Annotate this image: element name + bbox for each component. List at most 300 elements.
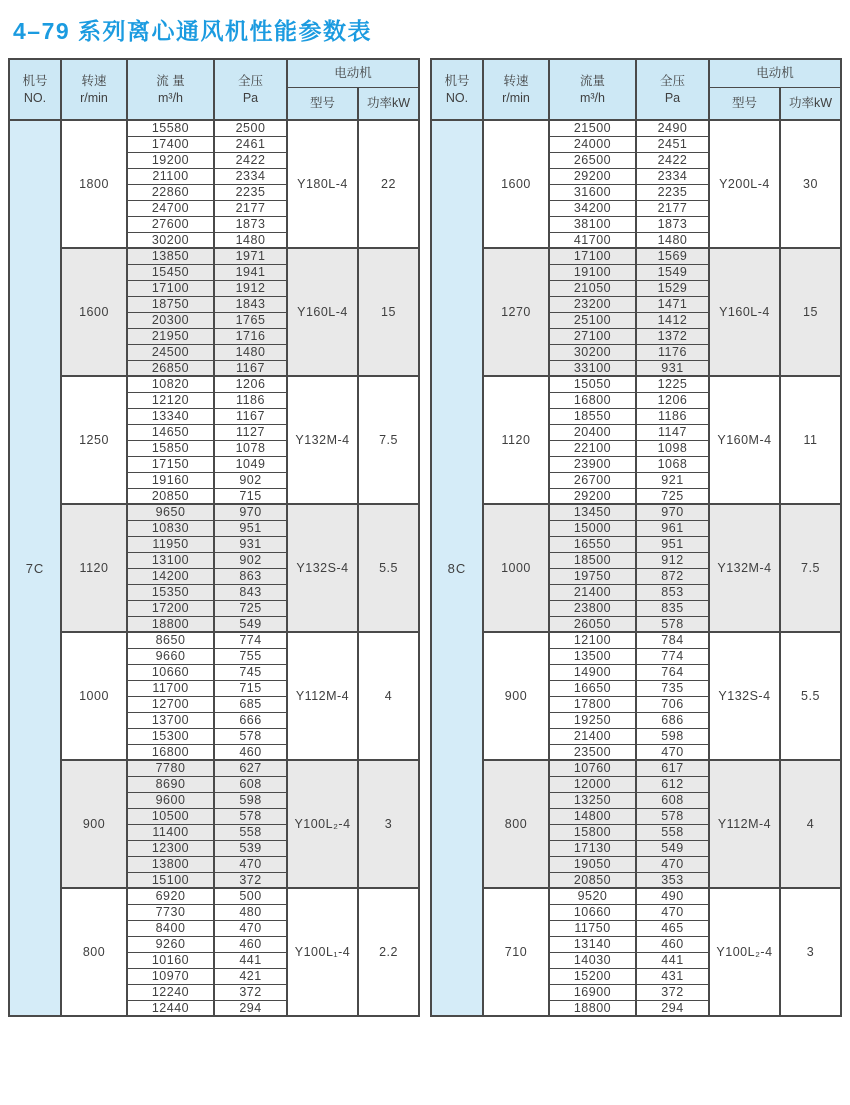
pressure-value-cell: 1480 bbox=[214, 344, 287, 360]
fan-no-cell: 7C bbox=[9, 120, 61, 1016]
pressure-value-cell: 951 bbox=[636, 536, 709, 552]
flow-value-cell: 15300 bbox=[127, 728, 214, 744]
flow-value-cell: 7730 bbox=[127, 904, 214, 920]
pressure-value-cell: 441 bbox=[636, 952, 709, 968]
pressure-value-cell: 1912 bbox=[214, 280, 287, 296]
header-fan-no-label: 机号 bbox=[22, 74, 48, 89]
pressure-value-cell: 1127 bbox=[214, 424, 287, 440]
pressure-value-cell: 470 bbox=[636, 904, 709, 920]
flow-value-cell: 16800 bbox=[549, 392, 636, 408]
flow-value-cell: 12700 bbox=[127, 696, 214, 712]
flow-value-cell: 15200 bbox=[549, 968, 636, 984]
header-pressure-label: 全压 bbox=[237, 74, 263, 89]
flow-value-cell: 11700 bbox=[127, 680, 214, 696]
pressure-value-cell: 1480 bbox=[636, 232, 709, 248]
pressure-value-cell: 931 bbox=[636, 360, 709, 376]
flow-value-cell: 13700 bbox=[127, 712, 214, 728]
speed-cell: 710 bbox=[483, 888, 549, 1016]
flow-value-cell: 29200 bbox=[549, 168, 636, 184]
motor-power-cell: 15 bbox=[780, 248, 841, 376]
pressure-value-cell: 2461 bbox=[214, 136, 287, 152]
flow-value-cell: 10820 bbox=[127, 376, 214, 392]
pressure-value-cell: 2177 bbox=[636, 200, 709, 216]
flow-value-cell: 23800 bbox=[549, 600, 636, 616]
pressure-value-cell: 1372 bbox=[636, 328, 709, 344]
flow-value-cell: 29200 bbox=[549, 488, 636, 504]
flow-value-cell: 19250 bbox=[549, 712, 636, 728]
pressure-value-cell: 912 bbox=[636, 552, 709, 568]
flow-value-cell: 10830 bbox=[127, 520, 214, 536]
data-row bbox=[431, 120, 841, 136]
motor-power-cell: 15 bbox=[358, 248, 419, 376]
data-row bbox=[9, 888, 419, 904]
pressure-value-cell: 549 bbox=[636, 840, 709, 856]
header-speed bbox=[61, 59, 127, 120]
pressure-value-cell: 1147 bbox=[636, 424, 709, 440]
speed-cell: 800 bbox=[61, 888, 127, 1016]
flow-value-cell: 21100 bbox=[127, 168, 214, 184]
speed-cell: 1120 bbox=[61, 504, 127, 632]
pressure-value-cell: 598 bbox=[636, 728, 709, 744]
flow-value-cell: 19160 bbox=[127, 472, 214, 488]
flow-value-cell: 17400 bbox=[127, 136, 214, 152]
motor-power-cell: 5.5 bbox=[358, 504, 419, 632]
flow-value-cell: 7780 bbox=[127, 760, 214, 776]
pressure-value-cell: 902 bbox=[214, 552, 287, 568]
pressure-value-cell: 421 bbox=[214, 968, 287, 984]
motor-model-cell: Y112M-4 bbox=[709, 760, 780, 888]
header-speed-unit: r/min bbox=[80, 90, 108, 105]
flow-value-cell: 10760 bbox=[549, 760, 636, 776]
pressure-value-cell: 1078 bbox=[214, 440, 287, 456]
header-fan-no-unit: NO. bbox=[445, 90, 469, 105]
speed-cell: 1270 bbox=[483, 248, 549, 376]
motor-power-cell: 2.2 bbox=[358, 888, 419, 1016]
flow-value-cell: 17100 bbox=[127, 280, 214, 296]
speed-cell: 1250 bbox=[61, 376, 127, 504]
pressure-value-cell: 970 bbox=[636, 504, 709, 520]
pressure-value-cell: 2235 bbox=[214, 184, 287, 200]
flow-value-cell: 11750 bbox=[549, 920, 636, 936]
pressure-value-cell: 774 bbox=[214, 632, 287, 648]
motor-power-cell: 4 bbox=[780, 760, 841, 888]
flow-value-cell: 11400 bbox=[127, 824, 214, 840]
header-flow bbox=[549, 59, 636, 120]
pressure-value-cell: 1873 bbox=[636, 216, 709, 232]
pressure-value-cell: 843 bbox=[214, 584, 287, 600]
flow-value-cell: 16800 bbox=[127, 744, 214, 760]
flow-value-cell: 30200 bbox=[549, 344, 636, 360]
speed-cell: 1600 bbox=[483, 120, 549, 248]
header-fan-no bbox=[9, 59, 61, 120]
pressure-value-cell: 539 bbox=[214, 840, 287, 856]
motor-power-cell: 22 bbox=[358, 120, 419, 248]
fan-table-7c bbox=[8, 58, 420, 1017]
flow-value-cell: 20850 bbox=[127, 488, 214, 504]
pressure-value-cell: 1098 bbox=[636, 440, 709, 456]
pressure-value-cell: 853 bbox=[636, 584, 709, 600]
motor-model-cell: Y160M-4 bbox=[709, 376, 780, 504]
flow-value-cell: 8650 bbox=[127, 632, 214, 648]
pressure-value-cell: 755 bbox=[214, 648, 287, 664]
speed-cell: 1800 bbox=[61, 120, 127, 248]
pressure-value-cell: 372 bbox=[214, 872, 287, 888]
flow-value-cell: 12300 bbox=[127, 840, 214, 856]
pressure-value-cell: 745 bbox=[214, 664, 287, 680]
pressure-value-cell: 715 bbox=[214, 488, 287, 504]
pressure-value-cell: 715 bbox=[214, 680, 287, 696]
pressure-value-cell: 1843 bbox=[214, 296, 287, 312]
pressure-value-cell: 353 bbox=[636, 872, 709, 888]
motor-model-cell: Y132M-4 bbox=[287, 376, 358, 504]
pressure-value-cell: 372 bbox=[214, 984, 287, 1000]
motor-model-cell: Y132S-4 bbox=[709, 632, 780, 760]
pressure-value-cell: 1068 bbox=[636, 456, 709, 472]
flow-value-cell: 23200 bbox=[549, 296, 636, 312]
pressure-value-cell: 1716 bbox=[214, 328, 287, 344]
pressure-value-cell: 578 bbox=[214, 728, 287, 744]
pressure-value-cell: 764 bbox=[636, 664, 709, 680]
flow-value-cell: 17130 bbox=[549, 840, 636, 856]
motor-power-cell: 4 bbox=[358, 632, 419, 760]
flow-value-cell: 9660 bbox=[127, 648, 214, 664]
flow-value-cell: 23500 bbox=[549, 744, 636, 760]
motor-power-cell: 5.5 bbox=[780, 632, 841, 760]
pressure-value-cell: 2451 bbox=[636, 136, 709, 152]
flow-value-cell: 11950 bbox=[127, 536, 214, 552]
pressure-value-cell: 2334 bbox=[214, 168, 287, 184]
data-row bbox=[9, 632, 419, 648]
pressure-value-cell: 872 bbox=[636, 568, 709, 584]
pressure-value-cell: 1873 bbox=[214, 216, 287, 232]
flow-value-cell: 14900 bbox=[549, 664, 636, 680]
header-row-1 bbox=[431, 59, 841, 87]
pressure-value-cell: 666 bbox=[214, 712, 287, 728]
motor-model-cell: Y200L-4 bbox=[709, 120, 780, 248]
pressure-value-cell: 578 bbox=[636, 808, 709, 824]
header-speed-label: 转速 bbox=[503, 74, 529, 89]
flow-value-cell: 15450 bbox=[127, 264, 214, 280]
header-motor-model: 型号 bbox=[287, 87, 358, 120]
flow-value-cell: 19050 bbox=[549, 856, 636, 872]
pressure-value-cell: 2490 bbox=[636, 120, 709, 136]
pressure-value-cell: 460 bbox=[214, 936, 287, 952]
header-speed-label: 转速 bbox=[81, 74, 107, 89]
motor-power-cell: 30 bbox=[780, 120, 841, 248]
pressure-value-cell: 1167 bbox=[214, 408, 287, 424]
motor-model-cell: Y132S-4 bbox=[287, 504, 358, 632]
pressure-value-cell: 500 bbox=[214, 888, 287, 904]
flow-value-cell: 18750 bbox=[127, 296, 214, 312]
flow-value-cell: 16550 bbox=[549, 536, 636, 552]
flow-value-cell: 20300 bbox=[127, 312, 214, 328]
motor-model-cell: Y100L₂-4 bbox=[287, 760, 358, 888]
header-pressure bbox=[636, 59, 709, 120]
pressure-value-cell: 612 bbox=[636, 776, 709, 792]
pressure-value-cell: 1167 bbox=[214, 360, 287, 376]
pressure-value-cell: 490 bbox=[636, 888, 709, 904]
header-pressure-unit: Pa bbox=[664, 90, 681, 105]
motor-model-cell: Y132M-4 bbox=[709, 504, 780, 632]
flow-value-cell: 24700 bbox=[127, 200, 214, 216]
flow-value-cell: 34200 bbox=[549, 200, 636, 216]
flow-value-cell: 9520 bbox=[549, 888, 636, 904]
header-motor-model: 型号 bbox=[709, 87, 780, 120]
flow-value-cell: 13250 bbox=[549, 792, 636, 808]
flow-value-cell: 38100 bbox=[549, 216, 636, 232]
flow-value-cell: 14030 bbox=[549, 952, 636, 968]
flow-value-cell: 10970 bbox=[127, 968, 214, 984]
pressure-value-cell: 774 bbox=[636, 648, 709, 664]
pressure-value-cell: 578 bbox=[214, 808, 287, 824]
speed-cell: 1120 bbox=[483, 376, 549, 504]
header-motor: 电动机 bbox=[709, 59, 841, 87]
flow-value-cell: 15850 bbox=[127, 440, 214, 456]
pressure-value-cell: 470 bbox=[214, 856, 287, 872]
pressure-value-cell: 2422 bbox=[214, 152, 287, 168]
flow-value-cell: 18500 bbox=[549, 552, 636, 568]
flow-value-cell: 13340 bbox=[127, 408, 214, 424]
pressure-value-cell: 1941 bbox=[214, 264, 287, 280]
flow-value-cell: 10660 bbox=[549, 904, 636, 920]
data-row bbox=[9, 504, 419, 520]
data-row bbox=[431, 760, 841, 776]
flow-value-cell: 13500 bbox=[549, 648, 636, 664]
flow-value-cell: 26500 bbox=[549, 152, 636, 168]
pressure-value-cell: 706 bbox=[636, 696, 709, 712]
flow-value-cell: 12440 bbox=[127, 1000, 214, 1016]
flow-value-cell: 27600 bbox=[127, 216, 214, 232]
flow-value-cell: 15000 bbox=[549, 520, 636, 536]
pressure-value-cell: 685 bbox=[214, 696, 287, 712]
flow-value-cell: 9650 bbox=[127, 504, 214, 520]
pressure-value-cell: 686 bbox=[636, 712, 709, 728]
data-row bbox=[9, 760, 419, 776]
flow-value-cell: 26850 bbox=[127, 360, 214, 376]
motor-power-cell: 7.5 bbox=[780, 504, 841, 632]
speed-cell: 900 bbox=[483, 632, 549, 760]
pressure-value-cell: 725 bbox=[214, 600, 287, 616]
flow-value-cell: 16900 bbox=[549, 984, 636, 1000]
pressure-value-cell: 1480 bbox=[214, 232, 287, 248]
data-row bbox=[431, 248, 841, 264]
flow-value-cell: 22860 bbox=[127, 184, 214, 200]
pressure-value-cell: 431 bbox=[636, 968, 709, 984]
flow-value-cell: 14800 bbox=[549, 808, 636, 824]
flow-value-cell: 19750 bbox=[549, 568, 636, 584]
motor-model-cell: Y100L₁-4 bbox=[287, 888, 358, 1016]
flow-value-cell: 6920 bbox=[127, 888, 214, 904]
speed-cell: 1600 bbox=[61, 248, 127, 376]
flow-value-cell: 13450 bbox=[549, 504, 636, 520]
header-fan-no bbox=[431, 59, 483, 120]
flow-value-cell: 17150 bbox=[127, 456, 214, 472]
flow-value-cell: 8400 bbox=[127, 920, 214, 936]
flow-value-cell: 9260 bbox=[127, 936, 214, 952]
flow-value-cell: 12000 bbox=[549, 776, 636, 792]
flow-value-cell: 19100 bbox=[549, 264, 636, 280]
flow-value-cell: 17100 bbox=[549, 248, 636, 264]
data-row bbox=[431, 376, 841, 392]
table-body bbox=[9, 120, 419, 1016]
motor-model-cell: Y100L₂-4 bbox=[709, 888, 780, 1016]
pressure-value-cell: 627 bbox=[214, 760, 287, 776]
flow-value-cell: 12120 bbox=[127, 392, 214, 408]
pressure-value-cell: 549 bbox=[214, 616, 287, 632]
page-title: 4–79 系列离心通风机性能参数表 bbox=[13, 18, 373, 44]
pressure-value-cell: 480 bbox=[214, 904, 287, 920]
header-row-1 bbox=[9, 59, 419, 87]
pressure-value-cell: 951 bbox=[214, 520, 287, 536]
header-flow-label: 流量 bbox=[579, 74, 605, 89]
pressure-value-cell: 1412 bbox=[636, 312, 709, 328]
pressure-value-cell: 725 bbox=[636, 488, 709, 504]
table-header bbox=[9, 59, 419, 120]
pressure-value-cell: 2334 bbox=[636, 168, 709, 184]
flow-value-cell: 27100 bbox=[549, 328, 636, 344]
flow-value-cell: 10160 bbox=[127, 952, 214, 968]
pressure-value-cell: 1471 bbox=[636, 296, 709, 312]
flow-value-cell: 21500 bbox=[549, 120, 636, 136]
flow-value-cell: 24000 bbox=[549, 136, 636, 152]
header-speed-unit: r/min bbox=[502, 90, 530, 105]
flow-value-cell: 12100 bbox=[549, 632, 636, 648]
flow-value-cell: 14200 bbox=[127, 568, 214, 584]
flow-value-cell: 23900 bbox=[549, 456, 636, 472]
pressure-value-cell: 1206 bbox=[636, 392, 709, 408]
header-pressure bbox=[214, 59, 287, 120]
motor-model-cell: Y160L-4 bbox=[709, 248, 780, 376]
motor-model-cell: Y160L-4 bbox=[287, 248, 358, 376]
pressure-value-cell: 961 bbox=[636, 520, 709, 536]
flow-value-cell: 8690 bbox=[127, 776, 214, 792]
pressure-value-cell: 578 bbox=[636, 616, 709, 632]
flow-value-cell: 13100 bbox=[127, 552, 214, 568]
flow-value-cell: 41700 bbox=[549, 232, 636, 248]
pressure-value-cell: 470 bbox=[214, 920, 287, 936]
pressure-value-cell: 441 bbox=[214, 952, 287, 968]
motor-power-cell: 3 bbox=[780, 888, 841, 1016]
flow-value-cell: 21400 bbox=[549, 728, 636, 744]
flow-value-cell: 15800 bbox=[549, 824, 636, 840]
motor-power-cell: 11 bbox=[780, 376, 841, 504]
flow-value-cell: 19200 bbox=[127, 152, 214, 168]
pressure-value-cell: 558 bbox=[636, 824, 709, 840]
flow-value-cell: 15050 bbox=[549, 376, 636, 392]
flow-value-cell: 31600 bbox=[549, 184, 636, 200]
data-row bbox=[9, 376, 419, 392]
pressure-value-cell: 470 bbox=[636, 744, 709, 760]
pressure-value-cell: 608 bbox=[636, 792, 709, 808]
flow-value-cell: 25100 bbox=[549, 312, 636, 328]
flow-value-cell: 12240 bbox=[127, 984, 214, 1000]
pressure-value-cell: 294 bbox=[214, 1000, 287, 1016]
flow-value-cell: 18800 bbox=[549, 1000, 636, 1016]
flow-value-cell: 9600 bbox=[127, 792, 214, 808]
flow-value-cell: 17200 bbox=[127, 600, 214, 616]
pressure-value-cell: 460 bbox=[636, 936, 709, 952]
header-flow bbox=[127, 59, 214, 120]
fan-no-cell: 8C bbox=[431, 120, 483, 1016]
motor-power-cell: 3 bbox=[358, 760, 419, 888]
pressure-value-cell: 1765 bbox=[214, 312, 287, 328]
pressure-value-cell: 372 bbox=[636, 984, 709, 1000]
motor-power-cell: 7.5 bbox=[358, 376, 419, 504]
pressure-value-cell: 1971 bbox=[214, 248, 287, 264]
speed-cell: 1000 bbox=[483, 504, 549, 632]
motor-model-cell: Y112M-4 bbox=[287, 632, 358, 760]
pressure-value-cell: 2177 bbox=[214, 200, 287, 216]
pressure-value-cell: 1549 bbox=[636, 264, 709, 280]
flow-value-cell: 20400 bbox=[549, 424, 636, 440]
pressure-value-cell: 1186 bbox=[214, 392, 287, 408]
pressure-value-cell: 784 bbox=[636, 632, 709, 648]
pressure-value-cell: 470 bbox=[636, 856, 709, 872]
flow-value-cell: 16650 bbox=[549, 680, 636, 696]
header-flow-label: 流 量 bbox=[156, 74, 185, 89]
pressure-value-cell: 863 bbox=[214, 568, 287, 584]
flow-value-cell: 21400 bbox=[549, 584, 636, 600]
flow-value-cell: 26700 bbox=[549, 472, 636, 488]
flow-value-cell: 15100 bbox=[127, 872, 214, 888]
pressure-value-cell: 598 bbox=[214, 792, 287, 808]
pressure-value-cell: 2500 bbox=[214, 120, 287, 136]
flow-value-cell: 10500 bbox=[127, 808, 214, 824]
fan-table-8c bbox=[430, 58, 842, 1017]
flow-value-cell: 24500 bbox=[127, 344, 214, 360]
header-motor: 电动机 bbox=[287, 59, 419, 87]
flow-value-cell: 10660 bbox=[127, 664, 214, 680]
pressure-value-cell: 1529 bbox=[636, 280, 709, 296]
header-pressure-label: 全压 bbox=[659, 74, 685, 89]
table-header bbox=[431, 59, 841, 120]
pressure-value-cell: 902 bbox=[214, 472, 287, 488]
flow-value-cell: 13140 bbox=[549, 936, 636, 952]
pressure-value-cell: 558 bbox=[214, 824, 287, 840]
pressure-value-cell: 460 bbox=[214, 744, 287, 760]
pressure-value-cell: 835 bbox=[636, 600, 709, 616]
table-body bbox=[431, 120, 841, 1016]
pressure-value-cell: 931 bbox=[214, 536, 287, 552]
flow-value-cell: 18550 bbox=[549, 408, 636, 424]
data-row bbox=[431, 504, 841, 520]
flow-value-cell: 18800 bbox=[127, 616, 214, 632]
flow-value-cell: 33100 bbox=[549, 360, 636, 376]
pressure-value-cell: 1569 bbox=[636, 248, 709, 264]
header-flow-unit: m³/h bbox=[158, 90, 183, 105]
flow-value-cell: 15350 bbox=[127, 584, 214, 600]
data-row bbox=[431, 632, 841, 648]
flow-value-cell: 13850 bbox=[127, 248, 214, 264]
pressure-value-cell: 608 bbox=[214, 776, 287, 792]
flow-value-cell: 13800 bbox=[127, 856, 214, 872]
flow-value-cell: 22100 bbox=[549, 440, 636, 456]
flow-value-cell: 21050 bbox=[549, 280, 636, 296]
pressure-value-cell: 2235 bbox=[636, 184, 709, 200]
header-fan-no-label: 机号 bbox=[444, 74, 470, 89]
pressure-value-cell: 735 bbox=[636, 680, 709, 696]
header-pressure-unit: Pa bbox=[242, 90, 259, 105]
flow-value-cell: 20850 bbox=[549, 872, 636, 888]
flow-value-cell: 30200 bbox=[127, 232, 214, 248]
header-motor-power: 功率kW bbox=[358, 87, 419, 120]
motor-model-cell: Y180L-4 bbox=[287, 120, 358, 248]
speed-cell: 800 bbox=[483, 760, 549, 888]
pressure-value-cell: 921 bbox=[636, 472, 709, 488]
tables-container bbox=[8, 58, 842, 1017]
pressure-value-cell: 1225 bbox=[636, 376, 709, 392]
header-fan-no-unit: NO. bbox=[23, 90, 47, 105]
